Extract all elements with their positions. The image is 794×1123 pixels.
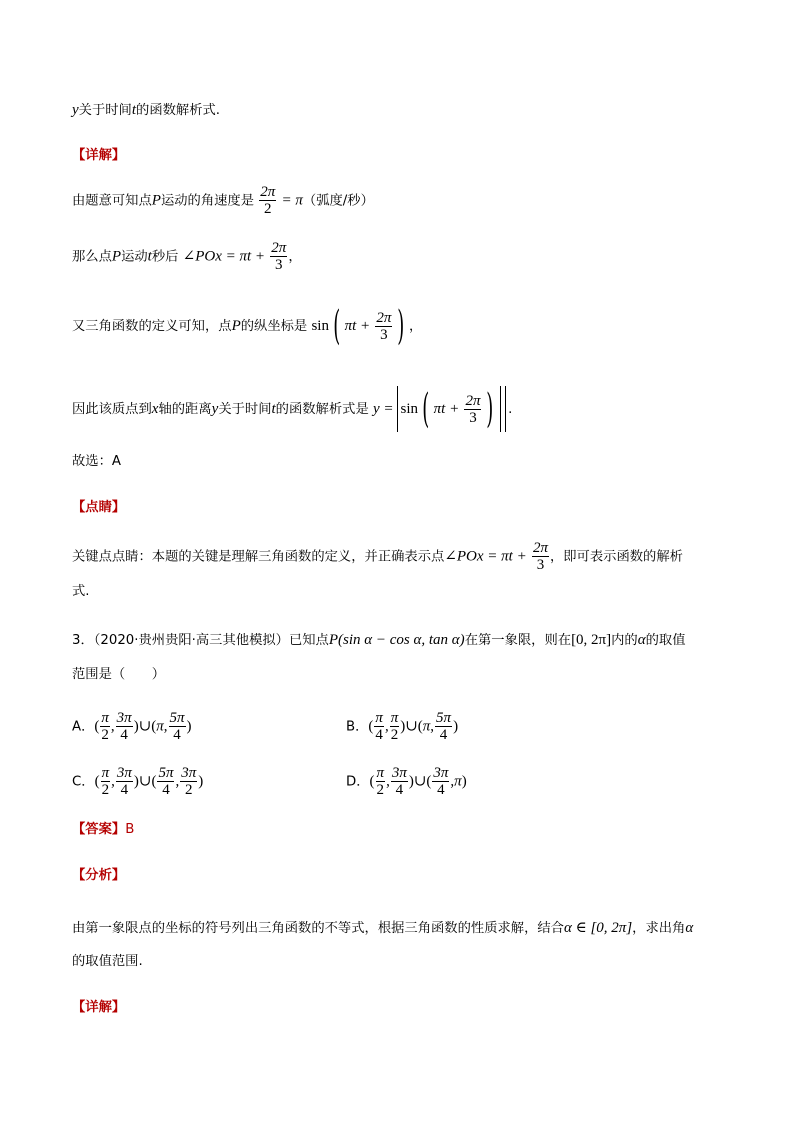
fraction-numerator: 2π [271,240,287,256]
math-func: sin [400,401,419,417]
fraction-numerator: π [101,765,110,781]
question-line: 范围是（ ） [72,667,166,682]
answer-heading: 【答案】 [72,822,126,837]
text: 运动 [121,249,148,265]
text: 因此该质点到 [72,402,152,417]
text: 的函数解析式. [136,103,221,118]
fraction [259,184,276,217]
fraction-numerator: 3π [391,765,407,781]
fraction-numerator: 2π [465,392,481,409]
left-paren: ( [333,303,341,349]
fraction-denominator: 2 [184,782,193,798]
math-var: P [151,192,161,209]
text: 关键点点睛：本题的关键是理解三角函数的定义，并正确表示点 [72,549,445,565]
math-expr: πt + [433,401,460,417]
math-expr: ∠POx = πt + [182,248,266,265]
text: ， [409,319,423,334]
fraction-numerator: 3π [181,765,197,781]
math-expr: πt + [344,318,371,334]
fraction-denominator: 2 [390,727,399,743]
union-symbol: ∪ [405,718,418,735]
answer-choice-line: 故选：A [72,454,121,469]
fraction-numerator: 3π [116,765,132,781]
fraction-numerator: 5π [436,710,452,726]
fraction-numerator: π [101,710,109,726]
section-heading-detail: 【详解】 [72,1000,126,1015]
text: 的函数解析式是 [275,402,369,417]
text: 内的 [611,633,638,648]
fraction-denominator: 4 [162,782,170,798]
text: 关于时间 [218,402,272,417]
math-var: π [454,773,462,790]
math-var: t [131,102,137,118]
math-var: t [271,401,276,417]
fraction-denominator: 4 [437,782,445,798]
text: 3．（2020·贵州贵阳·高三其他模拟）已知点 [72,633,329,648]
fraction-denominator: 2 [376,782,385,798]
math-var: x [151,401,159,417]
math-var: y [72,102,79,118]
option-label: D． [346,774,370,790]
math-expr: = π [281,192,303,209]
math-func: sin [311,318,329,334]
text: 秒后 [151,249,179,265]
fraction-numerator: π [375,710,383,726]
math-var: α [685,920,694,936]
text-line: 式. [72,584,90,599]
fraction-numerator: 5π [169,710,185,726]
math-var: y [211,401,219,417]
text: 运动的角速度是 [160,193,255,209]
fraction-denominator: 4 [173,727,181,743]
text-line [72,540,683,573]
math-expr: P(sin α − cos α, tan α) [328,632,465,648]
union-symbol: ∪ [138,773,152,790]
abs-bar-left [397,386,398,432]
section-heading-analysis: 【分析】 [72,868,126,883]
option-c: C．( $\frac{\pi}{2}$ , $\frac{3\pi}{4}$ )∪( $\frac{5\pi}{4}$ , $\frac{3\pi}{2}$ ) [72,765,204,798]
text-line [72,386,512,432]
option-d: D．( $\frac{\pi}{2}$ , $\frac{3\pi}{4}$ )∪( $\frac{3\pi}{4}$ ,π) [346,765,467,798]
text: （弧度/秒） [302,193,374,209]
fraction-denominator: 4 [375,727,383,743]
text: 由第一象限点的坐标的符号列出三角函数的不等式，根据三角函数的性质求解，结合 [72,921,564,936]
math-var: P [231,318,241,334]
fraction-numerator: π [376,765,385,781]
abs-bar-right [500,386,506,432]
math-var: π [156,718,164,735]
math-var: P [111,248,122,265]
fraction-denominator: 4 [120,727,128,743]
option-b: B．( $\frac{\pi}{4}$ , $\frac{\pi}{2}$ )∪(π, $\frac{5\pi}{4}$ ) [346,710,459,743]
math-expr: ∠POx = πt + [444,548,527,565]
option-a: A．( $\frac{\pi}{2}$ , $\frac{3\pi}{4}$ )∪(π, $\frac{5\pi}{4}$ ) [72,710,192,743]
fraction-denominator: 2 [101,727,109,743]
union-symbol: ∪ [138,718,152,735]
fraction-numerator: 2π [260,184,276,200]
text: 由题意可知点 [72,193,152,209]
text: 关于时间 [78,103,132,118]
fraction-numerator: 3π [433,765,449,781]
fraction-denominator: 2 [264,201,272,217]
fraction-denominator: 4 [439,727,448,743]
left-paren: ( [422,386,430,432]
fraction-denominator: 3 [380,326,388,343]
fraction-denominator: 3 [275,257,283,273]
text: . [508,402,513,417]
fraction-denominator: 4 [395,782,404,798]
fraction-denominator: 3 [469,409,477,426]
section-heading-detail: 【详解】 [72,148,126,163]
text-line [72,100,220,121]
fraction-numerator: 2π [532,540,548,556]
math-expr: α ∈ [0, 2π] [563,920,633,936]
math-var: α [637,632,646,648]
text: 又三角函数的定义可知，点 [72,319,232,334]
fraction-numerator: 5π [158,765,174,781]
answer-value: B [125,822,135,837]
fraction-numerator: 2π [376,309,392,326]
fraction-numerator: 3π [116,710,132,726]
text: 的取值 [645,633,686,648]
fraction [532,540,549,573]
option-label: C． [72,774,95,790]
text: ， [288,249,302,265]
text-line [72,918,693,939]
text: 那么点 [72,249,112,265]
text-line: 的取值范围. [72,954,143,969]
math-expr: y = [372,401,394,417]
math-var: π [422,718,431,735]
text: ，即可表示函数的解析 [549,549,683,565]
union-symbol: ∪ [413,773,427,790]
option-label: B． [346,719,369,735]
math-var: t [147,248,152,265]
right-paren: ) [397,303,405,349]
fraction [464,393,481,426]
fraction-denominator: 2 [101,782,110,798]
text: 在第一象限，则在 [464,633,572,648]
answer-line [72,820,134,840]
text-line [72,184,374,217]
text-line [72,240,302,273]
fraction [375,310,392,343]
text: 的纵坐标是 [240,319,308,334]
fraction-denominator: 4 [120,782,129,798]
text: ，求出角 [632,921,686,936]
math-expr: [0, 2π] [571,632,612,648]
option-label: A． [72,719,95,735]
fraction-numerator: π [390,710,399,726]
text-line [72,303,423,349]
right-paren: ) [486,386,494,432]
text: 轴的距离 [158,402,212,417]
fraction [270,240,287,273]
fraction-denominator: 3 [536,557,545,573]
section-heading-comment: 【点睛】 [72,500,126,515]
question-line [72,630,686,651]
